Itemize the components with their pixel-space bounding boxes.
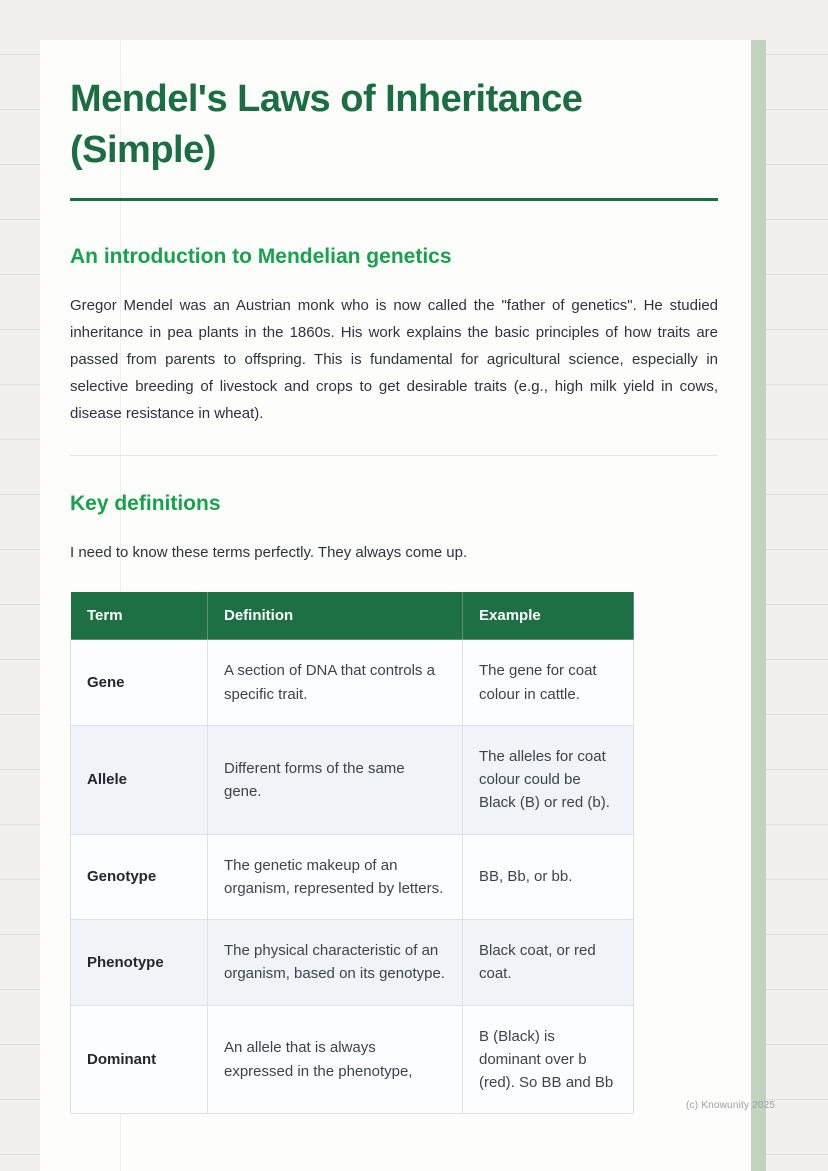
table-header-row [71, 592, 634, 640]
table-header-definition: Definition [208, 592, 463, 640]
term-cell: Genotype [71, 834, 208, 920]
document-page [40, 40, 766, 1171]
table-header-term: Term [71, 592, 208, 640]
page-title-line2: (Simple) [70, 128, 216, 171]
watermark: (c) Knowunity 2025 [686, 1100, 776, 1111]
title-divider [70, 198, 718, 201]
definitions-lead-text: I need to know these terms perfectly. They always come up. [70, 544, 468, 562]
document-content [40, 40, 766, 1114]
definition-cell: An allele that is always expressed in the phenotype, [208, 1005, 463, 1114]
table-row [71, 920, 634, 1006]
term-cell: Phenotype [71, 920, 208, 1006]
section-heading-key-definitions: Key definitions [70, 492, 221, 516]
page-title-line1: Mendel's Laws of Inheritance [70, 78, 583, 120]
table-row [71, 725, 634, 834]
definition-cell: A section of DNA that controls a specific trait. [208, 640, 463, 726]
section-heading-introduction: An introduction to Mendelian genetics [70, 244, 452, 268]
term-cell: Gene [71, 640, 208, 726]
definition-cell: Different forms of the same gene. [208, 725, 463, 834]
example-cell: Black coat, or red coat. [463, 920, 634, 1006]
example-cell: BB, Bb, or bb. [463, 834, 634, 920]
definitions-table [70, 591, 634, 1114]
example-cell: The gene for coat colour in cattle. [463, 640, 634, 726]
page-title [70, 74, 718, 176]
definition-cell: The genetic makeup of an organism, represented by letters. [208, 834, 463, 920]
introduction-paragraph: Gregor Mendel was an Austrian monk who is now called the "father of genetics". He studied inheritance in pea plants in the 1860s. His work explains the basic principles of how traits are passed from parents to offspring. This is fundamental for agricultural science, especially in selective breeding of livestock and crops to get desirable traits (e.g., high milk yield in cows, disease resistance in wheat). [70, 297, 718, 423]
table-row [71, 834, 634, 920]
term-cell: Allele [71, 725, 208, 834]
section-divider [70, 455, 718, 456]
table-header-example: Example [463, 592, 634, 640]
table-row [71, 1005, 634, 1114]
example-cell: The alleles for coat colour could be Black (B) or red (b). [463, 725, 634, 834]
example-cell: B (Black) is dominant over b (red). So BB and Bb [463, 1005, 634, 1114]
term-cell: Dominant [71, 1005, 208, 1114]
definition-cell: The physical characteristic of an organism, based on its genotype. [208, 920, 463, 1006]
table-row [71, 640, 634, 726]
